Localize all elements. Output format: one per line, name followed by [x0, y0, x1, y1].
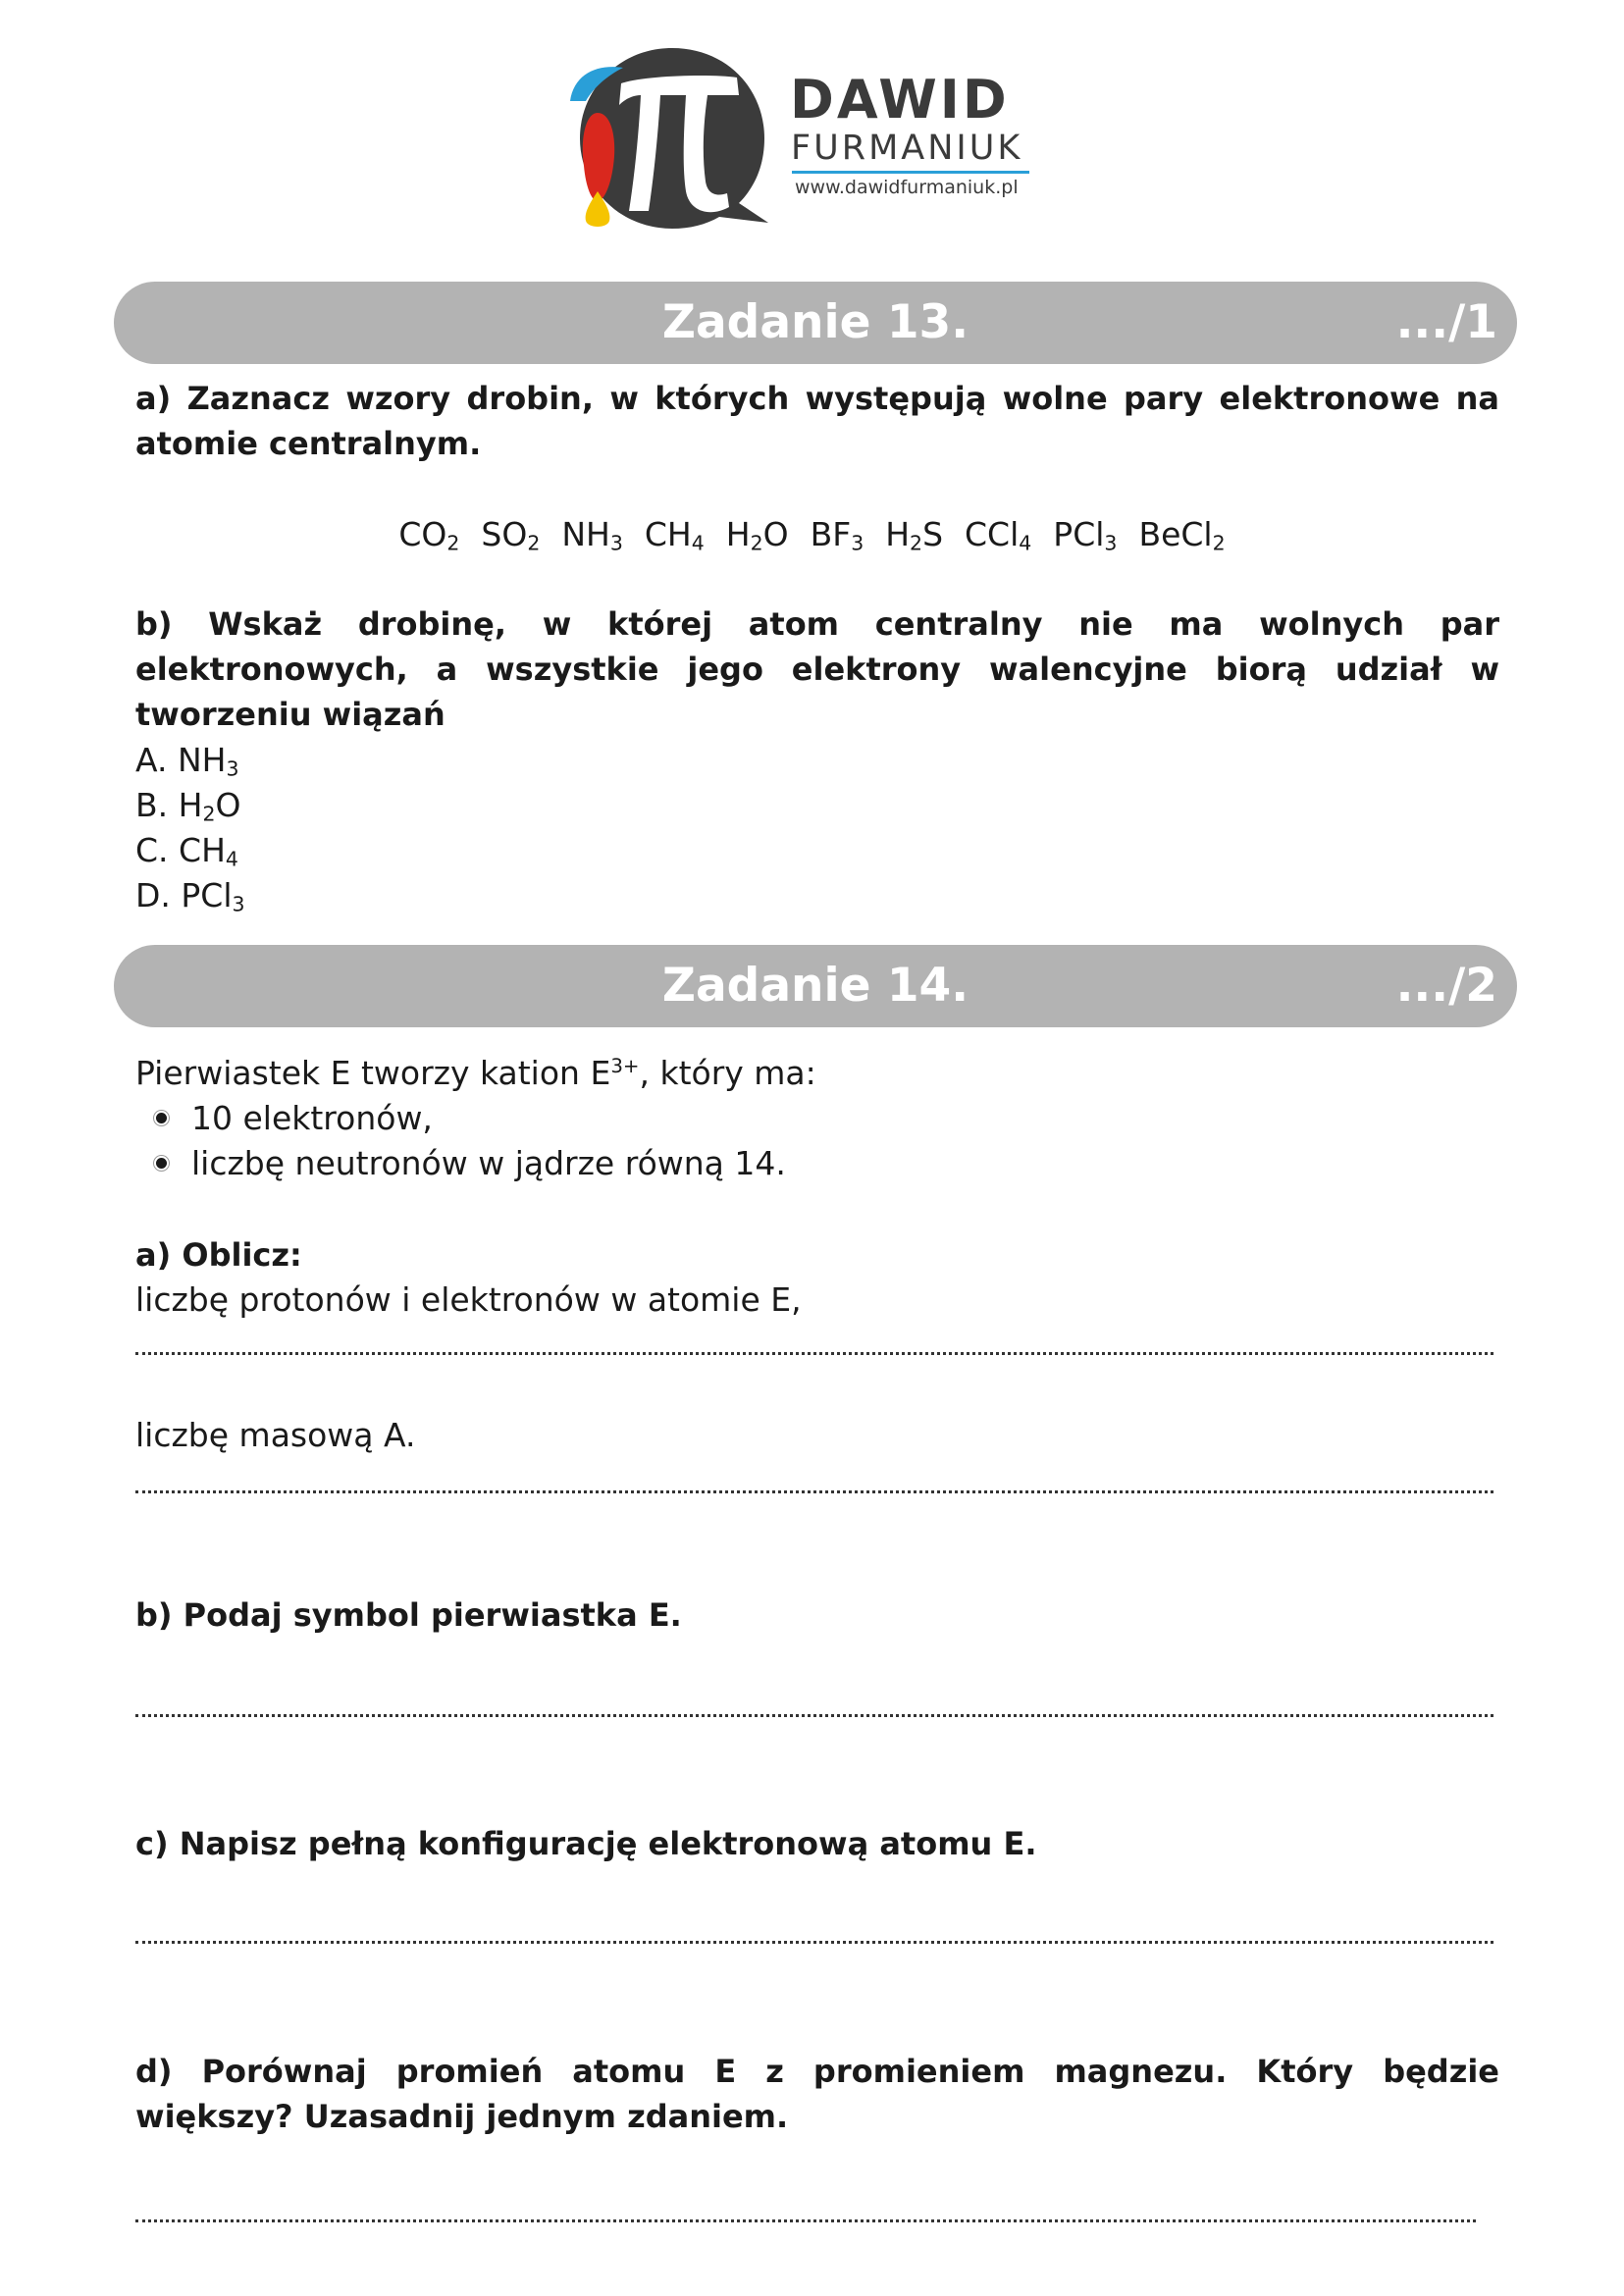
- choice-b: [135, 783, 240, 828]
- subscript: 3: [851, 531, 864, 555]
- task-14-title: Zadanie 14.: [661, 959, 969, 1013]
- pi-logo-icon: [564, 44, 780, 231]
- task-13-points: .../1: [1395, 295, 1497, 349]
- molecule-formula[interactable]: [1138, 512, 1225, 557]
- subscript: 2: [910, 531, 923, 555]
- formula-text: PCl: [1053, 515, 1105, 553]
- subscript: 3: [232, 892, 245, 916]
- subscript: 2: [1212, 531, 1226, 555]
- task-14-intro-text: Pierwiastek E tworzy kation E: [135, 1054, 611, 1092]
- molecule-formula[interactable]: [645, 512, 705, 557]
- formula-text: S: [922, 515, 944, 553]
- subscript: 2: [446, 531, 460, 555]
- answer-line-4[interactable]: [135, 1941, 1493, 1944]
- task-14b-question: b) Podaj symbol pierwiastka E.: [135, 1596, 682, 1634]
- subscript: 2: [527, 531, 541, 555]
- logo-name: DAWID: [790, 69, 1010, 130]
- answer-line-5[interactable]: [135, 2219, 1476, 2222]
- formula-text: O: [762, 515, 789, 553]
- task-13-title: Zadanie 13.: [661, 295, 969, 349]
- task-14-header: [114, 945, 1517, 1027]
- molecule-formula[interactable]: [885, 512, 943, 557]
- subscript: 3: [1104, 531, 1118, 555]
- task-14-points: .../2: [1395, 959, 1497, 1013]
- choice-b-text: B. H: [135, 786, 203, 824]
- task-14d-question: d) Porównaj promień atomu E z promieniem magnezu. Który będzie większy? Uzasadnij jednym zdaniem.: [135, 2053, 1499, 2135]
- task-14c-question: c) Napisz pełną konfigurację elektronową atomu E.: [135, 1825, 1037, 1862]
- logo-url: www.dawidfurmaniuk.pl: [795, 177, 1019, 198]
- choice-a: [135, 738, 239, 783]
- answer-line-2[interactable]: [135, 1490, 1493, 1493]
- formula-text: H: [885, 515, 911, 553]
- molecule-formula[interactable]: [398, 512, 459, 557]
- task-14a-item-1: liczbę protonów i elektronów w atomie E,: [135, 1280, 802, 1319]
- choice-c: [135, 828, 238, 873]
- subscript: 4: [225, 847, 238, 871]
- task-14a-heading: a) Oblicz:: [135, 1236, 302, 1274]
- formula-text: H: [725, 515, 751, 553]
- task-14a-item-2: liczbę masową A.: [135, 1416, 416, 1454]
- bullet-text: liczbę neutronów w jądrze równą 14.: [191, 1144, 786, 1182]
- logo-divider: [792, 171, 1029, 174]
- subscript: 2: [750, 531, 763, 555]
- answer-line-3[interactable]: [135, 1714, 1493, 1717]
- molecule-formula[interactable]: [726, 512, 789, 557]
- choice-b-text: O: [215, 786, 241, 824]
- task-13a-question: a) Zaznacz wzory drobin, w których występują wolne pary elektronowe na atomie centralnym.: [135, 380, 1499, 462]
- superscript: 3+: [610, 1055, 640, 1078]
- subscript: 4: [1019, 531, 1032, 555]
- molecule-formula[interactable]: [1053, 512, 1117, 557]
- answer-line-1[interactable]: [135, 1352, 1493, 1355]
- bullet-icon: [156, 1113, 167, 1123]
- choice-d-text: D. PCl: [135, 876, 233, 914]
- formula-text: CH: [644, 515, 692, 553]
- task-14-intro: [135, 1051, 816, 1096]
- subscript: 4: [691, 531, 705, 555]
- molecule-formula[interactable]: [561, 512, 623, 557]
- molecule-formula-list: [0, 512, 1624, 557]
- bullet-icon: [156, 1158, 167, 1169]
- logo-surname: FURMANIUK: [791, 129, 1023, 168]
- task-13-header: [114, 282, 1517, 364]
- formula-text: NH: [561, 515, 610, 553]
- task-13b-question: b) Wskaż drobinę, w której atom centralny nie ma wolnych par elektronowych, a wszystkie jego elektrony walencyjne biorą udział w tworzeniu wiązań: [135, 605, 1499, 733]
- subscript: 2: [202, 802, 216, 826]
- molecule-formula[interactable]: [811, 512, 864, 557]
- molecule-formula[interactable]: [481, 512, 540, 557]
- subscript: 3: [226, 757, 239, 781]
- choice-a-text: A. NH: [135, 741, 227, 779]
- formula-text: BeCl: [1138, 515, 1213, 553]
- formula-text: CO: [398, 515, 447, 553]
- formula-text: SO: [481, 515, 528, 553]
- formula-text: CCl: [965, 515, 1020, 553]
- choice-d: [135, 873, 245, 918]
- task-14-intro-text: , który ma:: [639, 1054, 816, 1092]
- bullet-text: 10 elektronów,: [191, 1099, 433, 1137]
- choice-c-text: C. CH: [135, 831, 226, 869]
- bullet-item-electrons: [191, 1096, 433, 1141]
- molecule-formula[interactable]: [965, 512, 1031, 557]
- formula-text: BF: [810, 515, 852, 553]
- bullet-item-neutrons: [191, 1141, 786, 1186]
- subscript: 3: [609, 531, 623, 555]
